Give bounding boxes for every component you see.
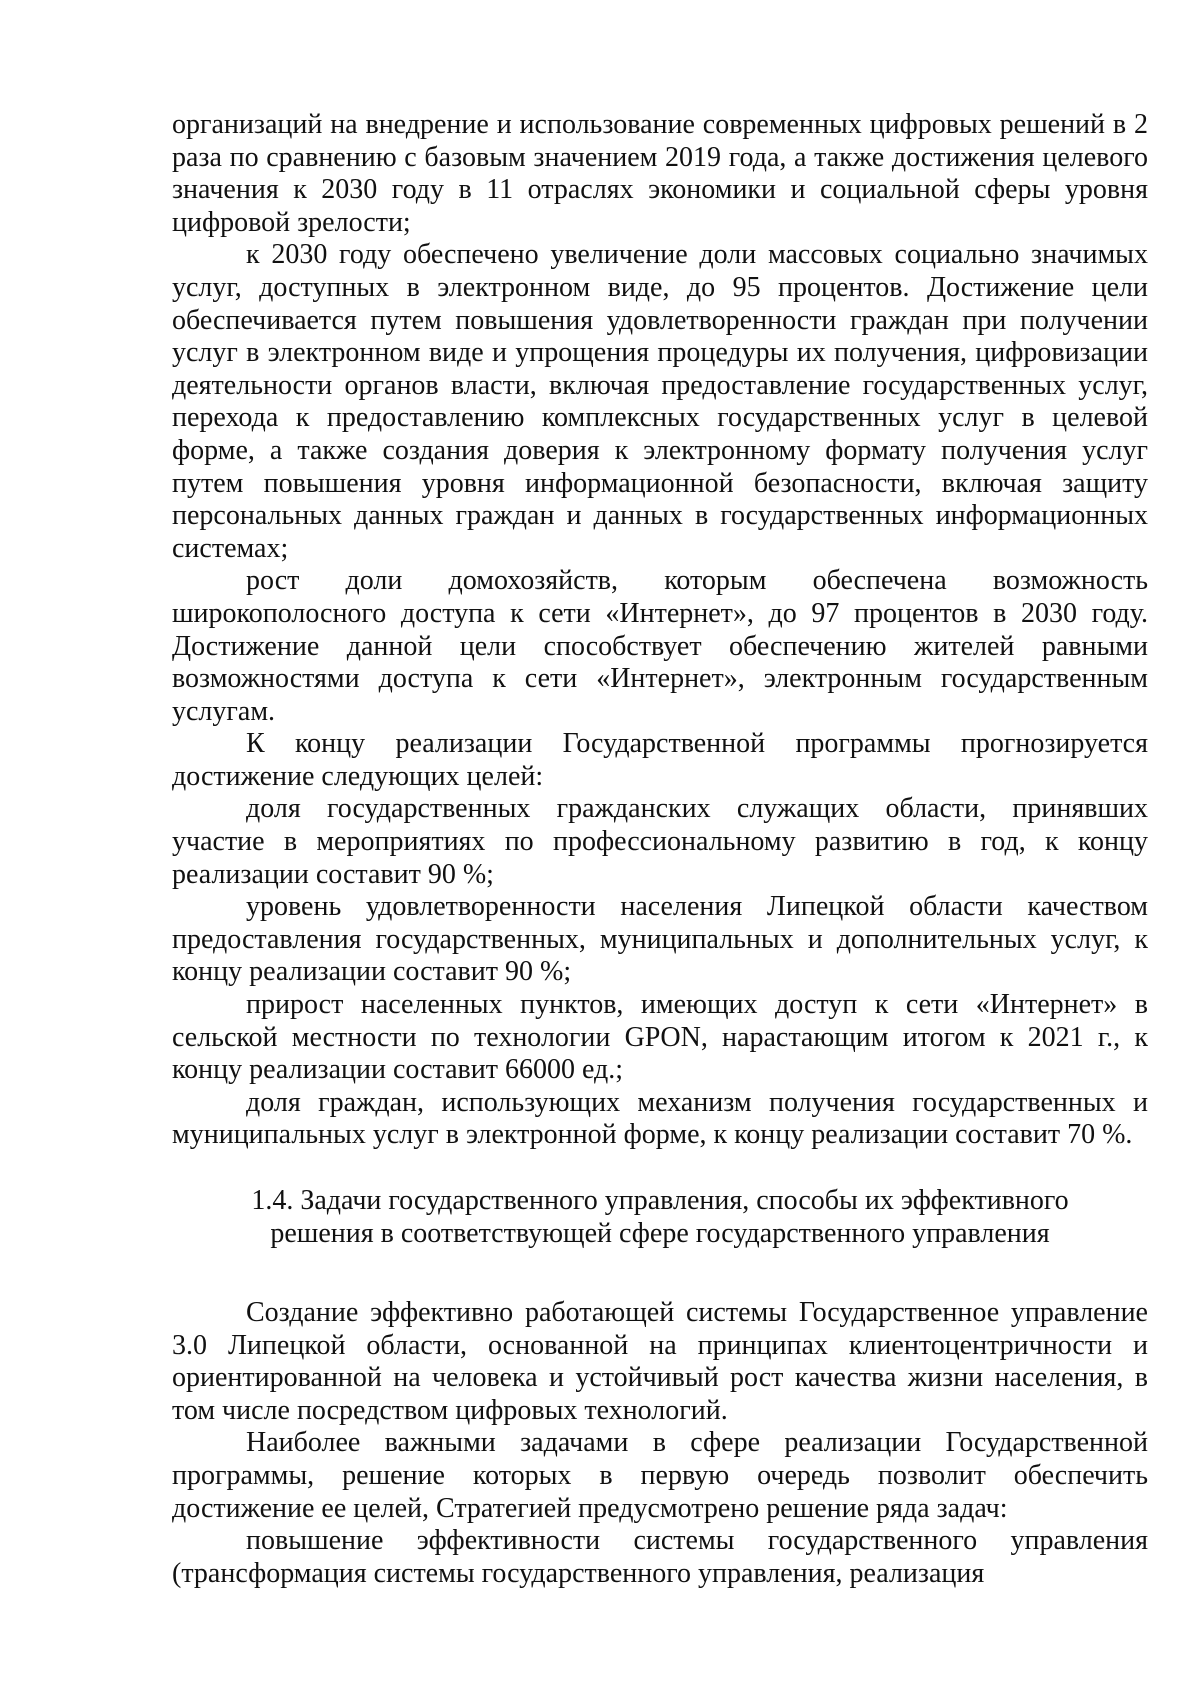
- body-paragraph: Создание эффективно работающей системы Государственное управление 3.0 Липецкой области, основанной на принципах клиентоцентричности и ориентированной на человека и устойчивый рост качества жизни населения, в том числе посредством цифровых технологий.: [172, 1297, 1148, 1426]
- body-paragraph: доля государственных гражданских служащих области, принявших участие в мероприятиях по профессиональному развитию в год, к концу реализации составит 90 %;: [172, 793, 1148, 890]
- body-paragraph: уровень удовлетворенности населения Липецкой области качеством предоставления государственных, муниципальных и дополнительных услуг, к концу реализации составит 90 %;: [172, 891, 1148, 988]
- body-paragraph: Наиболее важными задачами в сфере реализации Государственной программы, решение которых в первую очередь позволит обеспечить достижение ее целей, Стратегией предусмотрено решение ряда задач:: [172, 1427, 1148, 1524]
- body-paragraph: прирост населенных пунктов, имеющих доступ к сети «Интернет» в сельской местности по технологии GPON, нарастающим итогом к 2021 г., к концу реализации составит 66000 ед.;: [172, 989, 1148, 1086]
- body-paragraph: к 2030 году обеспечено увеличение доли массовых социально значимых услуг, доступных в электронном виде, до 95 процентов. Достижение цели обеспечивается путем повышения удовлетворенности граждан при получении услуг в электронном виде и упрощения процедуры их получения, цифровизации деятельности органов власти, включая предоставление государственных услуг, перехода к предоставлению комплексных государственных услуг в целевой форме, а также создания доверия к электронному формату получения услуг путем повышения уровня информационной безопасности, включая защиту персональных данных граждан и данных в государственных информационных системах;: [172, 239, 1148, 564]
- body-paragraph: повышение эффективности системы государственного управления (трансформация системы государственного управления, реализация: [172, 1525, 1148, 1589]
- body-paragraph: доля граждан, использующих механизм получения государственных и муниципальных услуг в электронной форме, к концу реализации составит 70 %.: [172, 1086, 1148, 1151]
- document-page: [172, 109, 1148, 1590]
- body-paragraph: К концу реализации Государственной программы прогнозируется достижение следующих целей:: [172, 728, 1148, 792]
- section-heading: 1.4. Задачи государственного управления, способы их эффективного решения в соответствующей сфере государственного управления: [251, 1185, 1069, 1249]
- body-paragraph: рост доли домохозяйств, которым обеспечена возможность широкополосного доступа к сети «Интернет», до 97 процентов в 2030 году. Достижение данной цели способствует обеспечению жителей равными возможностями доступа к сети «Интернет», электронным государственным услугам.: [172, 565, 1148, 727]
- heading-spacer: [172, 1250, 1148, 1297]
- body-paragraph: организаций на внедрение и использование современных цифровых решений в 2 раза по сравнению с базовым значением 2019 года, а также достижения целевого значения к 2030 году в 11 отраслях экономики и социальной сферы уровня цифровой зрелости;: [172, 109, 1148, 238]
